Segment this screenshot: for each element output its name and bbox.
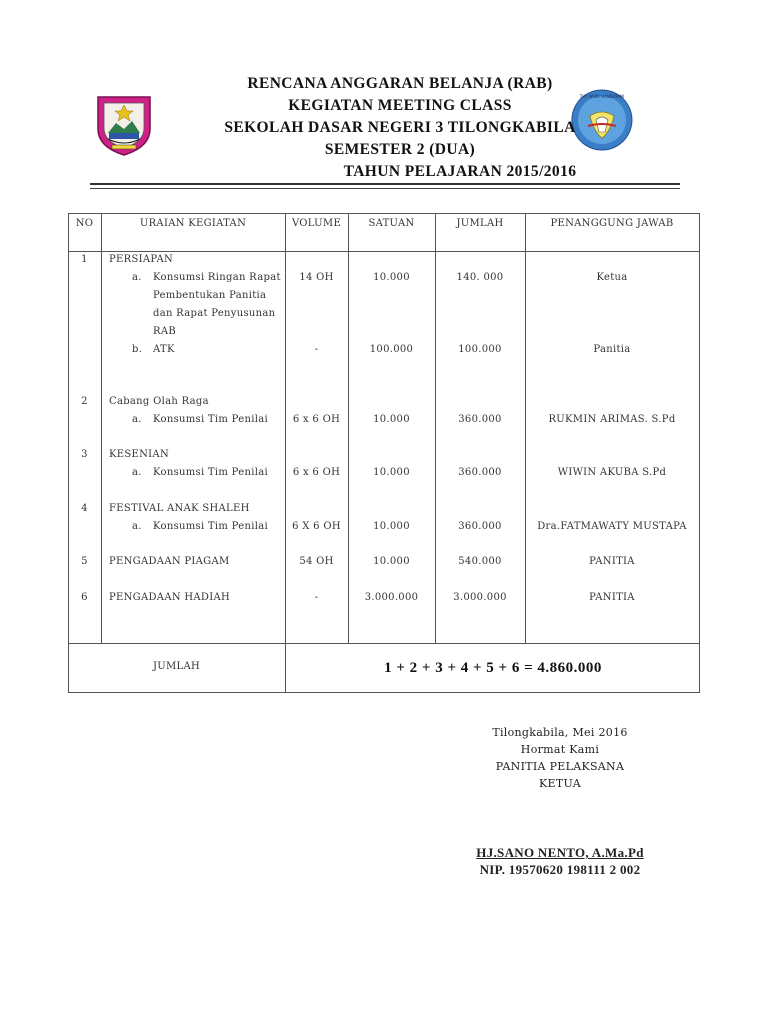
row-no: 6 — [81, 592, 88, 603]
item-marker: a. — [132, 521, 142, 532]
row-no: 4 — [81, 503, 88, 514]
cell-pj: PANITIA — [589, 556, 635, 567]
signer-role: KETUA — [539, 777, 581, 790]
cell-pj: Ketua — [596, 272, 628, 283]
regional-emblem-logo — [94, 93, 154, 157]
item-label: ATK — [153, 344, 175, 355]
cell-jumlah: 360.000 — [458, 521, 502, 532]
cell-pj: RUKMIN ARIMAS. S.Pd — [548, 414, 676, 425]
doc-subtitle: KEGIATAN MEETING CLASS — [288, 97, 512, 114]
row-title: Cabang Olah Raga — [109, 396, 209, 407]
row-title: PENGADAAN PIAGAM — [109, 556, 230, 567]
cell-jumlah: 100.000 — [458, 344, 502, 355]
cell-volume: - — [314, 344, 319, 355]
header-rule-thin — [90, 188, 680, 189]
signer-nip: NIP. 19570620 198111 2 002 — [479, 862, 641, 877]
committee-name: PANITIA PELAKSANA — [495, 760, 625, 773]
col-header-penanggung-jawab: PENANGGUNG JAWAB — [550, 218, 674, 229]
item-label: Konsumsi Ringan Rapat — [153, 272, 281, 283]
cell-volume: 6 X 6 OH — [292, 521, 341, 532]
item-label: dan Rapat Penyusunan — [153, 308, 276, 319]
row-no: 3 — [81, 449, 88, 460]
item-marker: b. — [132, 344, 143, 355]
col-header-jumlah: JUMLAH — [456, 218, 504, 229]
cell-volume: 6 x 6 OH — [292, 414, 341, 425]
svg-text:TUT WURI HANDAYANI: TUT WURI HANDAYANI — [579, 94, 625, 99]
cell-pj: Dra.FATMAWATY MUSTAPA — [537, 521, 687, 532]
row-title: PENGADAAN HADIAH — [109, 592, 231, 603]
cell-satuan: 10.000 — [373, 467, 410, 478]
item-label: Konsumsi Tim Penilai — [153, 521, 268, 532]
semester: SEMESTER 2 (DUA) — [324, 141, 476, 158]
col-header-no: NO — [75, 218, 94, 229]
school-year: TAHUN PELAJARAN 2015/2016 — [343, 163, 577, 180]
cell-jumlah: 540.000 — [458, 556, 502, 567]
cell-pj: PANITIA — [589, 592, 635, 603]
header-rule-thick — [90, 183, 680, 185]
school-name: SEKOLAH DASAR NEGERI 3 TILONGKABILA — [224, 119, 576, 136]
doc-title: RENCANA ANGGARAN BELANJA (RAB) — [247, 75, 553, 92]
cell-satuan: 3.000.000 — [364, 592, 419, 603]
item-label: Pembentukan Panitia — [153, 290, 267, 301]
col-header-volume: VOLUME — [291, 218, 342, 229]
greeting: Hormat Kami — [520, 743, 600, 756]
cell-volume: 54 OH — [299, 556, 334, 567]
total-value: 1 + 2 + 3 + 4 + 5 + 6 = 4.860.000 — [384, 660, 602, 676]
col-header-satuan: SATUAN — [368, 218, 415, 229]
cell-pj: Panitia — [593, 344, 631, 355]
item-marker: a. — [132, 414, 142, 425]
row-title: KESENIAN — [109, 449, 169, 460]
item-label: Konsumsi Tim Penilai — [153, 414, 268, 425]
row-title: FESTIVAL ANAK SHALEH — [109, 503, 250, 514]
item-marker: a. — [132, 467, 142, 478]
row-no: 2 — [81, 396, 88, 407]
cell-pj: WIWIN AKUBA S.Pd — [557, 467, 667, 478]
cell-jumlah: 360.000 — [458, 467, 502, 478]
cell-jumlah: 360.000 — [458, 414, 502, 425]
item-label: RAB — [153, 326, 176, 337]
item-label: Konsumsi Tim Penilai — [153, 467, 268, 478]
cell-volume: - — [314, 592, 319, 603]
cell-volume: 6 x 6 OH — [292, 467, 341, 478]
cell-jumlah: 140. 000 — [456, 272, 504, 283]
place-date: Tilongkabila, Mei 2016 — [492, 726, 628, 739]
cell-satuan: 10.000 — [373, 521, 410, 532]
row-title: PERSIAPAN — [109, 254, 174, 265]
cell-satuan: 10.000 — [373, 414, 410, 425]
cell-satuan: 10.000 — [373, 272, 410, 283]
cell-volume: 14 OH — [299, 272, 334, 283]
col-header-uraian: URAIAN KEGIATAN — [139, 218, 247, 229]
row-no: 1 — [81, 254, 88, 265]
item-marker: a. — [132, 272, 142, 283]
signer-name: HJ.SANO NENTO, A.Ma.Pd — [476, 845, 644, 860]
cell-jumlah: 3.000.000 — [453, 592, 507, 603]
total-label: JUMLAH — [152, 661, 201, 672]
row-no: 5 — [81, 556, 88, 567]
cell-satuan: 100.000 — [369, 344, 414, 355]
cell-satuan: 10.000 — [373, 556, 410, 567]
